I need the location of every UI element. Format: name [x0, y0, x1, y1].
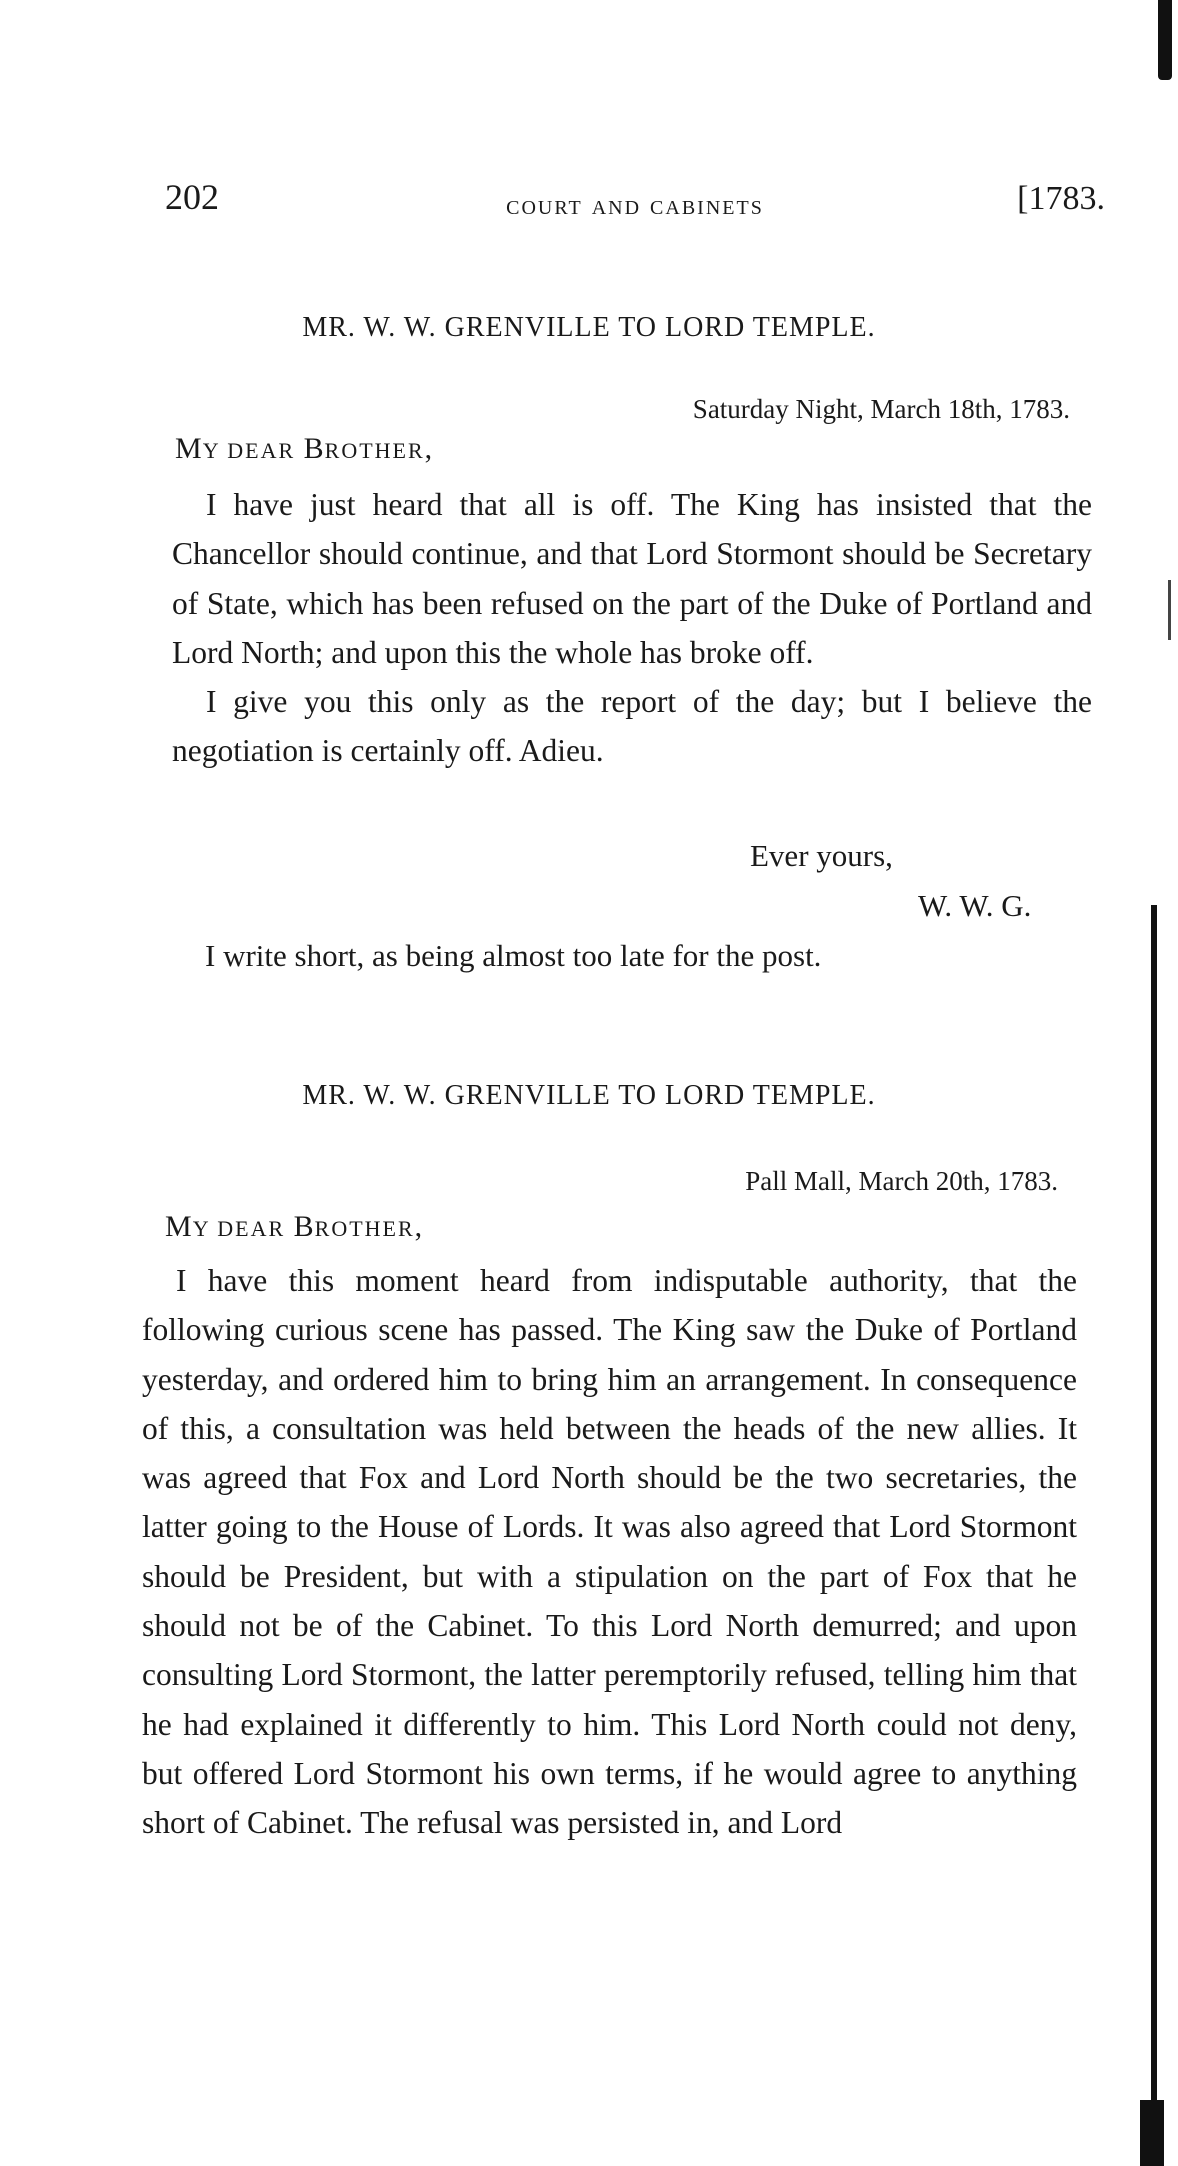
letter-1-paragraph-2: I give you this only as the report of the day; but I believe the negotiation is certainly off. Adieu. [172, 684, 1092, 769]
letter-1-body [172, 480, 1092, 776]
letter-1-signature: W. W. G. [918, 888, 1032, 923]
letter-1-date: Saturday Night, March 18th, 1783. [692, 394, 1070, 424]
running-year: [1783. [1017, 180, 1105, 217]
letter-2-paragraph-1: I have this moment heard from indisputable authority, that the following curious scene has passed. The King saw the Duke of Portland yesterday, and ordered him to bring him an arrangement. In consequence of this, a consultation was held between the heads of the new allies. It was agreed that Fox and Lord North should be the two secretaries, the latter going to the House of Lords. It was also agreed that Lord Stormont should be President, but with a stipulation on the part of Fox that he should not be of the Cabinet. To this Lord North demurred; and upon consulting Lord Stormont, the latter peremptorily refused, telling him that he had explained it differently to him. This Lord North could not deny, but offered Lord Stormont his own terms, if he would agree to anything short of Cabinet. The refusal was persisted in, and Lord [142, 1263, 1077, 1841]
page-number: 202 [165, 177, 219, 217]
running-title: court and cabinets [506, 190, 764, 221]
running-head [165, 176, 1105, 226]
scan-edge-right [1151, 905, 1157, 2166]
scan-edge-bottom [1140, 2100, 1164, 2166]
letter-2-salutation: MY DEAR BROTHER, [165, 1210, 424, 1243]
letter-2-body [142, 1256, 1077, 1848]
letter-2-date: Pall Mall, March 20th, 1783. [745, 1166, 1058, 1196]
letter-1-salutation: MY DEAR BROTHER, [175, 432, 434, 465]
scan-mark [1168, 580, 1171, 640]
letter-1-closing: Ever yours, [750, 838, 893, 873]
letter-1-heading: MR. W. W. GRENVILLE TO LORD TEMPLE. [302, 312, 876, 343]
scan-edge-top [1158, 0, 1172, 80]
letter-1-postscript: I write short, as being almost too late for the post. [205, 938, 822, 973]
letter-2-heading: MR. W. W. GRENVILLE TO LORD TEMPLE. [302, 1080, 876, 1111]
letter-1-paragraph-1: I have just heard that all is off. The King has insisted that the Chancellor should continue, and that Lord Stormont should be Secretary of State, which has been refused on the part of the Duke of Portland and Lord North; and upon this the whole has broke off. [172, 487, 1092, 670]
